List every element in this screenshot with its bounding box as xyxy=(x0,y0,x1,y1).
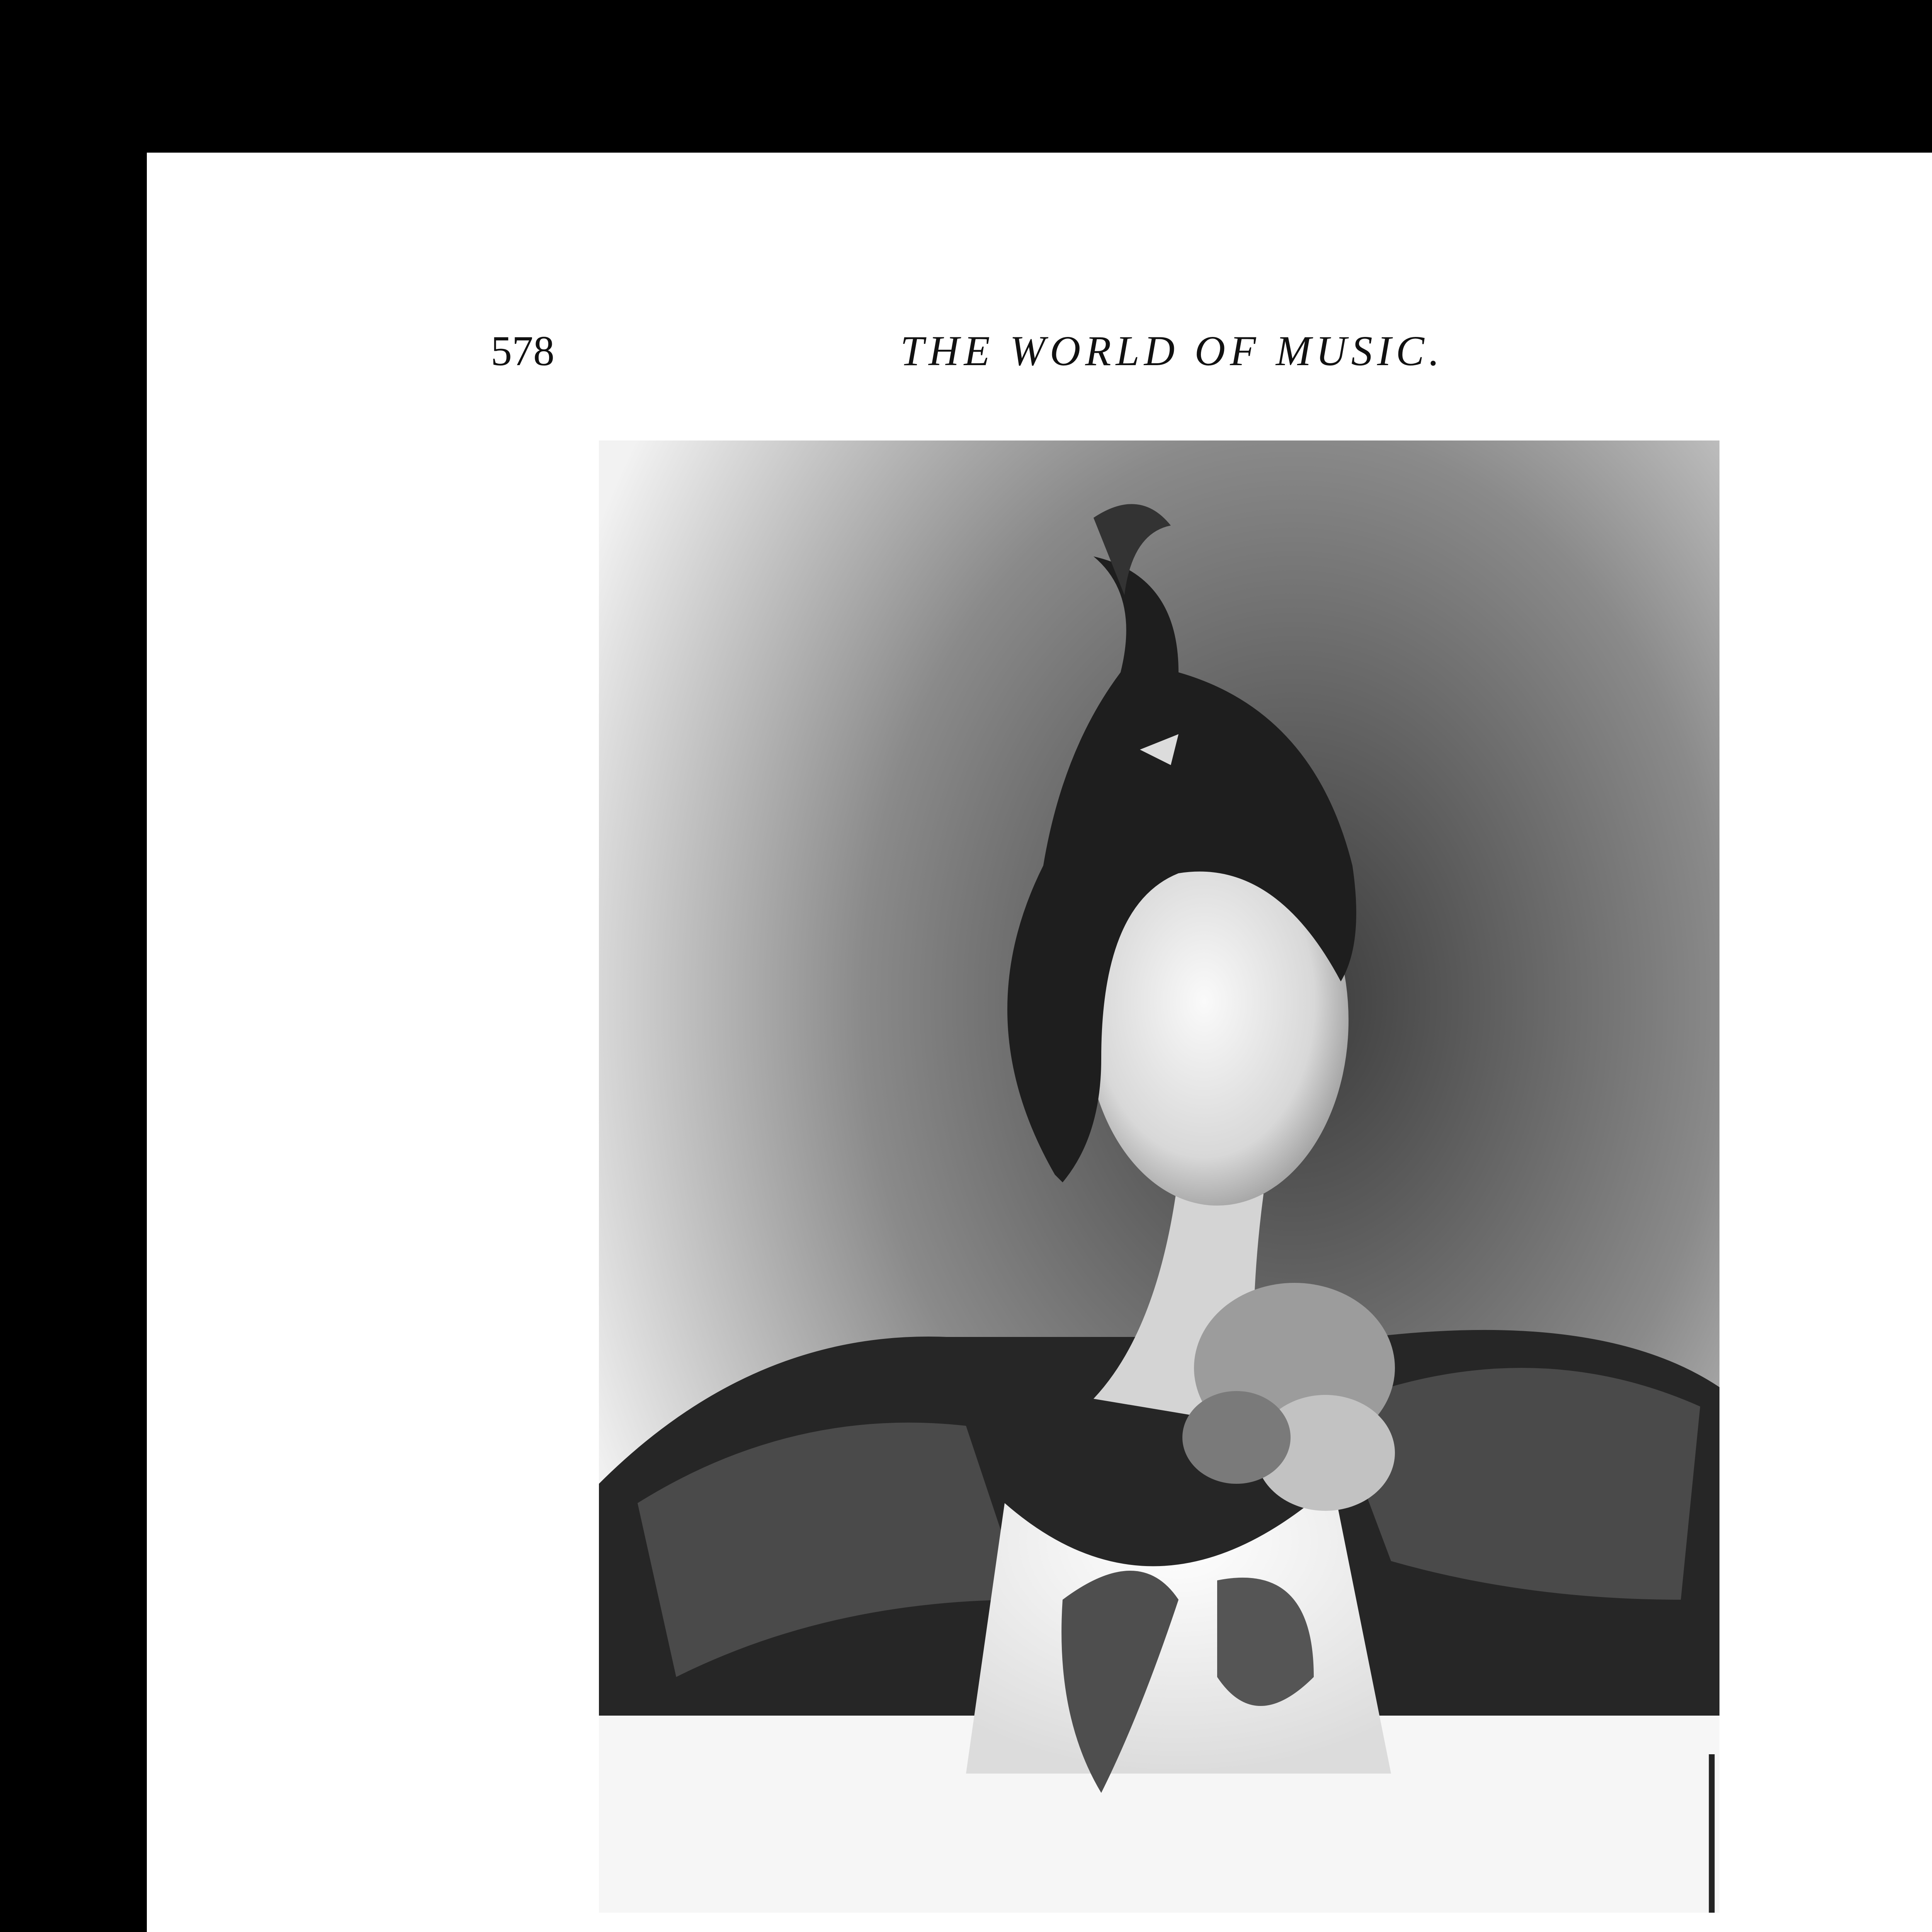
running-title: THE WORLD OF MUSIC. xyxy=(900,327,1444,374)
page-number: 578 xyxy=(491,327,554,374)
page-header xyxy=(491,327,1835,388)
portrait-illustration xyxy=(599,440,1719,1913)
portrait-photograph xyxy=(599,440,1719,1913)
